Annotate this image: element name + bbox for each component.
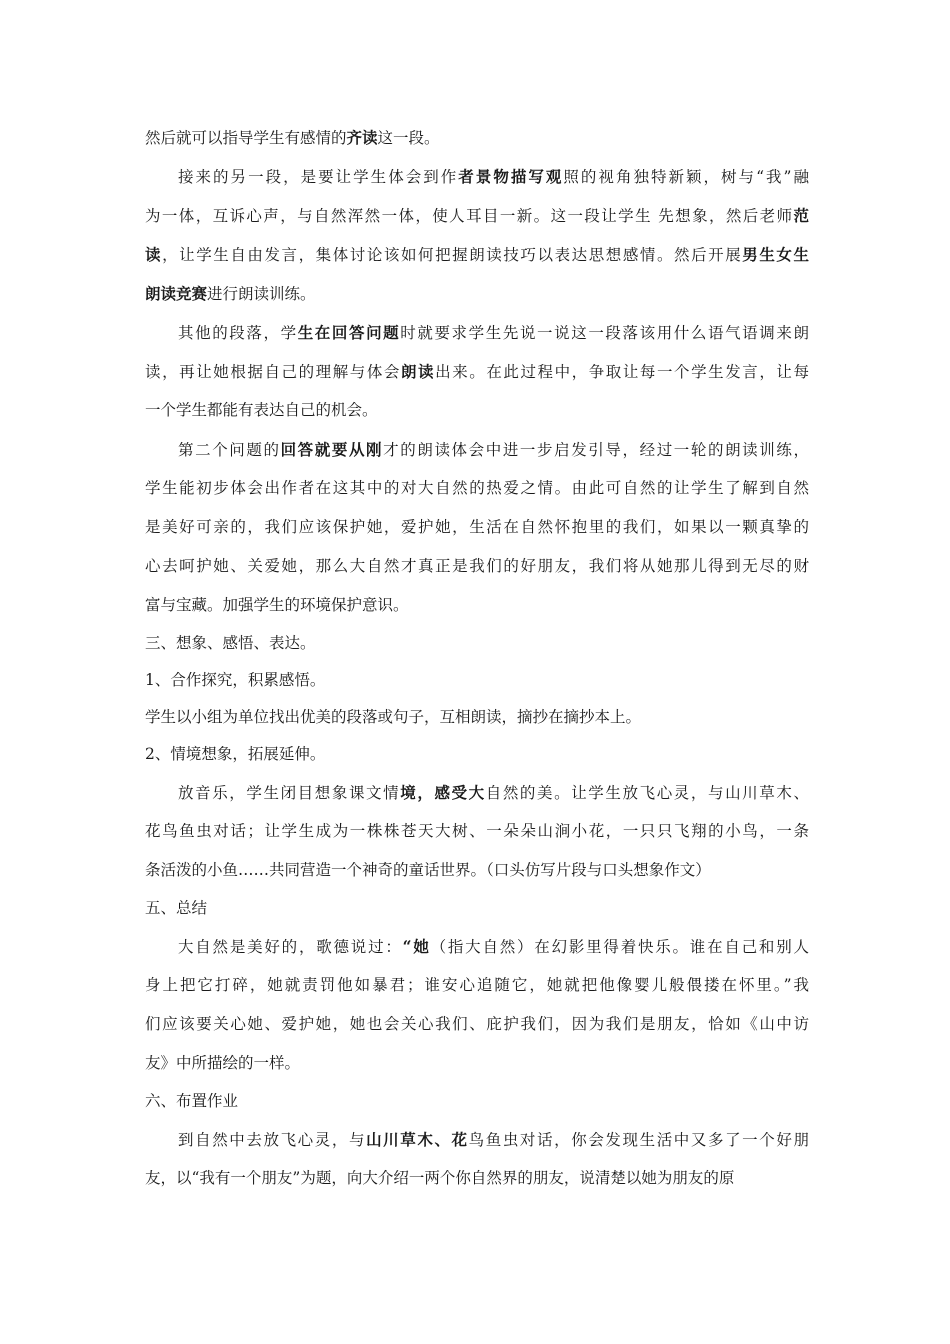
text-line xyxy=(145,625,809,662)
text-run: 身上把它打碎，她就责罚他如暴君；谁安心追随它，她就把他像婴儿般偎搂在怀里。”我 xyxy=(145,976,809,994)
text-run: 放音乐，学生闭目想象课文情 xyxy=(178,784,401,802)
text-line xyxy=(145,118,809,157)
text-run: 一个学生都能有表达自己的机会。 xyxy=(145,401,378,419)
text-line xyxy=(145,966,809,1005)
text-line xyxy=(145,391,809,430)
bold-text: 范 xyxy=(793,206,809,225)
text-run: 大自然是美好的，歌德说过： xyxy=(178,938,403,956)
text-run: 读，再让她根据自己的理解与体会 xyxy=(145,363,401,381)
bold-text: 读 xyxy=(145,245,163,264)
text-line xyxy=(145,812,809,851)
text-run: 进行朗读训练。 xyxy=(207,285,316,303)
text-line xyxy=(145,586,809,625)
text-run: 友，以“我有一个朋友”为题，向大介绍一两个你自然界的朋友，说清楚以她为朋友的原 xyxy=(145,1169,735,1187)
text-run: 到自然中去放飞心灵，与 xyxy=(178,1131,367,1149)
heading-paragraph xyxy=(145,890,809,927)
text-run: 照的视角独特新颖，树与“我”融 xyxy=(563,168,809,186)
text-line xyxy=(145,1005,809,1044)
body-paragraph xyxy=(145,313,809,430)
text-run: 然后就可以指导学生有感情的 xyxy=(145,129,347,147)
text-run: 2、情境想象，拓展延伸。 xyxy=(145,745,326,763)
heading-paragraph xyxy=(145,662,809,699)
bold-text: 朗读竞赛 xyxy=(145,284,208,303)
bold-text: 境，感受大 xyxy=(400,783,486,802)
body-paragraph xyxy=(145,773,809,890)
text-line xyxy=(145,699,809,736)
text-run: 心去呵护她、关爱她，那么大自然才真正是我们的好朋友，我们将从她那儿得到无尽的财 xyxy=(145,557,809,575)
text-run: ，让学生自由发言，集体讨论该如何把握朗读技巧以表达思想感情。然后开展 xyxy=(162,246,743,264)
text-run: 才的朗读体会中进一步启发引导，经过一轮的朗读训练， xyxy=(383,441,809,459)
text-run: 花鸟鱼虫对话；让学生成为一株株苍天大树、一朵朵山涧小花，一只只飞翔的小鸟，一条 xyxy=(145,822,809,840)
text-line xyxy=(145,547,809,586)
text-line xyxy=(145,235,809,274)
text-line xyxy=(145,1120,809,1159)
bold-text: 山川草木、花 xyxy=(366,1130,469,1149)
bold-text: 朗读 xyxy=(400,362,436,381)
text-run: （指大自然）在幻影里得着快乐。谁在自己和别人 xyxy=(430,938,809,956)
text-line xyxy=(145,508,809,547)
text-line xyxy=(145,890,809,927)
text-line xyxy=(145,196,809,235)
text-run: 时就要求学生先说一说这一段落该用什么语气语调来朗 xyxy=(400,324,809,342)
text-run: 学生能初步体会出作者在这其中的对大自然的热爱之情。由此可自然的让学生了解到自然 xyxy=(145,479,809,497)
text-line xyxy=(145,352,809,391)
text-run: 1、合作探究，积累感悟。 xyxy=(145,671,326,689)
text-line xyxy=(145,851,809,890)
body-paragraph xyxy=(145,118,809,157)
text-line xyxy=(145,736,809,773)
text-line xyxy=(145,430,809,469)
heading-paragraph xyxy=(145,699,809,736)
text-line xyxy=(145,1083,809,1120)
body-paragraph xyxy=(145,1120,809,1198)
text-line xyxy=(145,274,809,313)
text-run: 出来。在此过程中，争取让每一个学生发言，让每 xyxy=(435,363,809,381)
document-body xyxy=(145,118,809,1198)
text-run: 富与宝藏。加强学生的环境保护意识。 xyxy=(145,596,409,614)
text-run: 接来的另一段，是要让学生体会到作 xyxy=(178,168,459,186)
bold-text: 生在回答问题 xyxy=(297,323,401,342)
bold-text: “她 xyxy=(402,937,431,956)
text-run: 五、总结 xyxy=(145,899,208,917)
text-line xyxy=(145,1159,809,1198)
text-run: 友》中所描绘的一样。 xyxy=(145,1054,301,1072)
text-line xyxy=(145,662,809,699)
text-run: 这一段。 xyxy=(377,129,440,147)
text-run: 六、布置作业 xyxy=(145,1092,239,1110)
text-run: 们应该要关心她、爱护她，她也会关心我们、庇护我们，因为我们是朋友，恰如《山中访 xyxy=(145,1015,809,1033)
body-paragraph xyxy=(145,927,809,1083)
body-paragraph xyxy=(145,157,809,313)
text-run: 鸟鱼虫对话，你会发现生活中又多了一个好朋 xyxy=(468,1131,809,1149)
text-run: 三、想象、感悟、表达。 xyxy=(145,634,316,652)
bold-text: 回答就要从刚 xyxy=(280,440,384,459)
text-line xyxy=(145,773,809,812)
text-run: 为一体，互诉心声，与自然浑然一体，使人耳目一新。这一段让学生 先想象，然后老师 xyxy=(145,207,794,225)
bold-text: 者景物描写观 xyxy=(458,167,564,186)
text-line xyxy=(145,469,809,508)
text-line xyxy=(145,927,809,966)
body-paragraph xyxy=(145,430,809,625)
text-run: 条活泼的小鱼……共同营造一个神奇的童话世界。（口头仿写片段与口头想象作文） xyxy=(145,861,711,879)
text-run: 学生以小组为单位找出优美的段落或句子，互相朗读，摘抄在摘抄本上。 xyxy=(145,708,642,726)
text-run: 第二个问题的 xyxy=(178,441,281,459)
heading-paragraph xyxy=(145,736,809,773)
text-run: 自然的美。让学生放飞心灵，与山川草木、 xyxy=(485,784,809,802)
heading-paragraph xyxy=(145,625,809,662)
text-run: 是美好可亲的，我们应该保护她，爱护她，生活在自然怀抱里的我们，如果以一颗真挚的 xyxy=(145,518,809,536)
heading-paragraph xyxy=(145,1083,809,1120)
text-run: 其他的段落，学 xyxy=(178,324,298,342)
text-line xyxy=(145,157,809,196)
bold-text: 男生女生 xyxy=(742,245,809,264)
text-line xyxy=(145,313,809,352)
text-line xyxy=(145,1044,809,1083)
bold-text: 齐读 xyxy=(346,128,378,147)
